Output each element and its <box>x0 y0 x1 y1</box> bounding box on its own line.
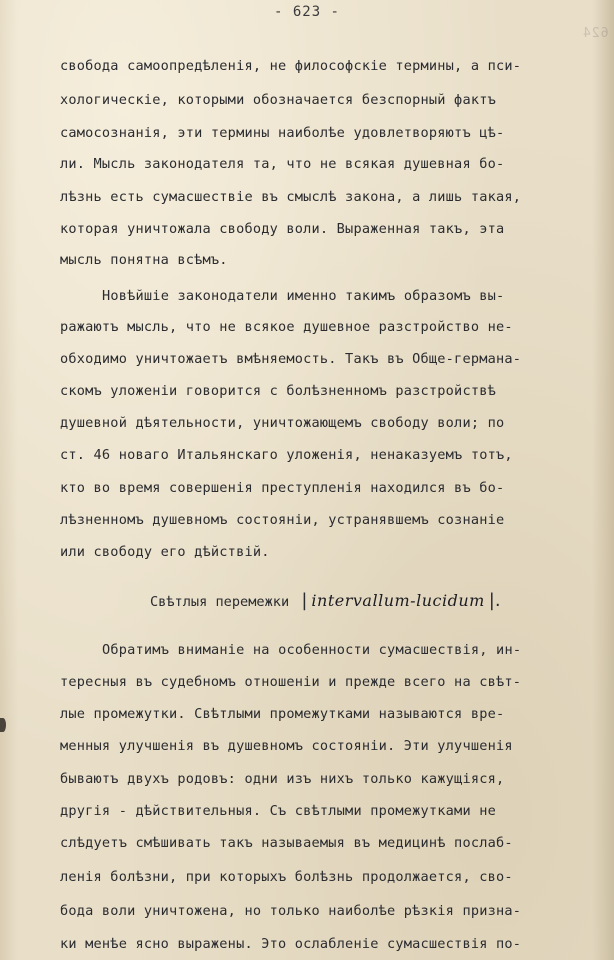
text-line: лые промежутки. Свѣтлыми промежутками называются вре- <box>60 706 505 722</box>
text-line: ражаютъ мысль, что не всякое душевное разстройство не- <box>60 319 513 335</box>
heading-bracket-right: |. <box>488 590 501 611</box>
heading-bracket-left: | <box>301 590 308 611</box>
text-line: Новѣйшіе законодатели именно такимъ образомъ вы- <box>102 288 505 304</box>
text-line: свобода самоопредѣленія, не философскіе термины, а пси- <box>60 58 522 74</box>
text-line: бываютъ двухъ родовъ: одни изъ нихъ только кажущіяся, <box>60 771 505 787</box>
text-line: обходимо уничтожаетъ вмѣняемость. Такъ въ Обще-германа- <box>60 351 522 367</box>
text-line: тересныя въ судебномъ отношеніи и прежде всего на свѣт- <box>60 674 522 690</box>
text-line: хологическіе, которыми обозначается безспорный фактъ <box>60 92 496 108</box>
heading-typed: Свѣтлыя перемежки <box>150 594 290 610</box>
text-line: бода воли уничтожена, но только наиболѣе рѣзкія призна- <box>60 903 522 919</box>
text-line: которая уничтожала свободу воли. Выраженная такъ, эта <box>60 221 505 237</box>
text-line: слѣдуетъ смѣшивать такъ называемыя въ медицинѣ послаб- <box>60 835 513 851</box>
text-line: или свободу его дѣйствій. <box>60 544 270 560</box>
text-line: ленія болѣзни, при которыхъ болѣзнь продолжается, сво- <box>60 869 513 885</box>
text-line: лѣзненномъ душевномъ состояніи, устранявшемъ сознаніе <box>60 512 505 528</box>
text-line: ст. 46 новаго Итальянскаго уложенія, ненаказуемъ тотъ, <box>60 447 513 463</box>
section-heading <box>150 590 505 611</box>
paper-edge-mark <box>0 718 6 732</box>
text-line: кто во время совершенія преступленія находился въ бо- <box>60 480 505 496</box>
text-line: душевной дѣятельности, уничтожающемъ свободу воли; по <box>60 415 505 431</box>
text-line: лѣзнь есть сумасшествіе въ смыслѣ закона, а лишь такая, <box>60 189 522 205</box>
text-line: скомъ уложеніи говорится с болѣзненномъ разстройствѣ <box>60 383 496 399</box>
text-line: менныя улучшенія въ душевномъ состояніи. Эти улучшенія <box>60 738 513 754</box>
text-line: мысль понятна всѣмъ. <box>60 252 228 268</box>
page-number: - 623 - <box>273 4 340 20</box>
heading-handwritten-annotation: intervallum-lucidum <box>311 591 485 610</box>
text-line: ли. Мысль законодателя та, что не всякая душевная бо- <box>60 156 505 172</box>
text-line: другія - дѣйствительныя. Съ свѣтлыми промежутками не <box>60 803 496 819</box>
text-line: самосознанія, эти термины наиболѣе удовлетворяютъ цѣ- <box>60 125 505 141</box>
text-line: Обратимъ вниманіе на особенности сумасшествія, ин- <box>102 642 522 658</box>
text-line: ки менѣе ясно выражены. Это ослабленіе сумасшествія по- <box>60 936 522 952</box>
bleed-through-page-number: 624 <box>581 26 608 41</box>
